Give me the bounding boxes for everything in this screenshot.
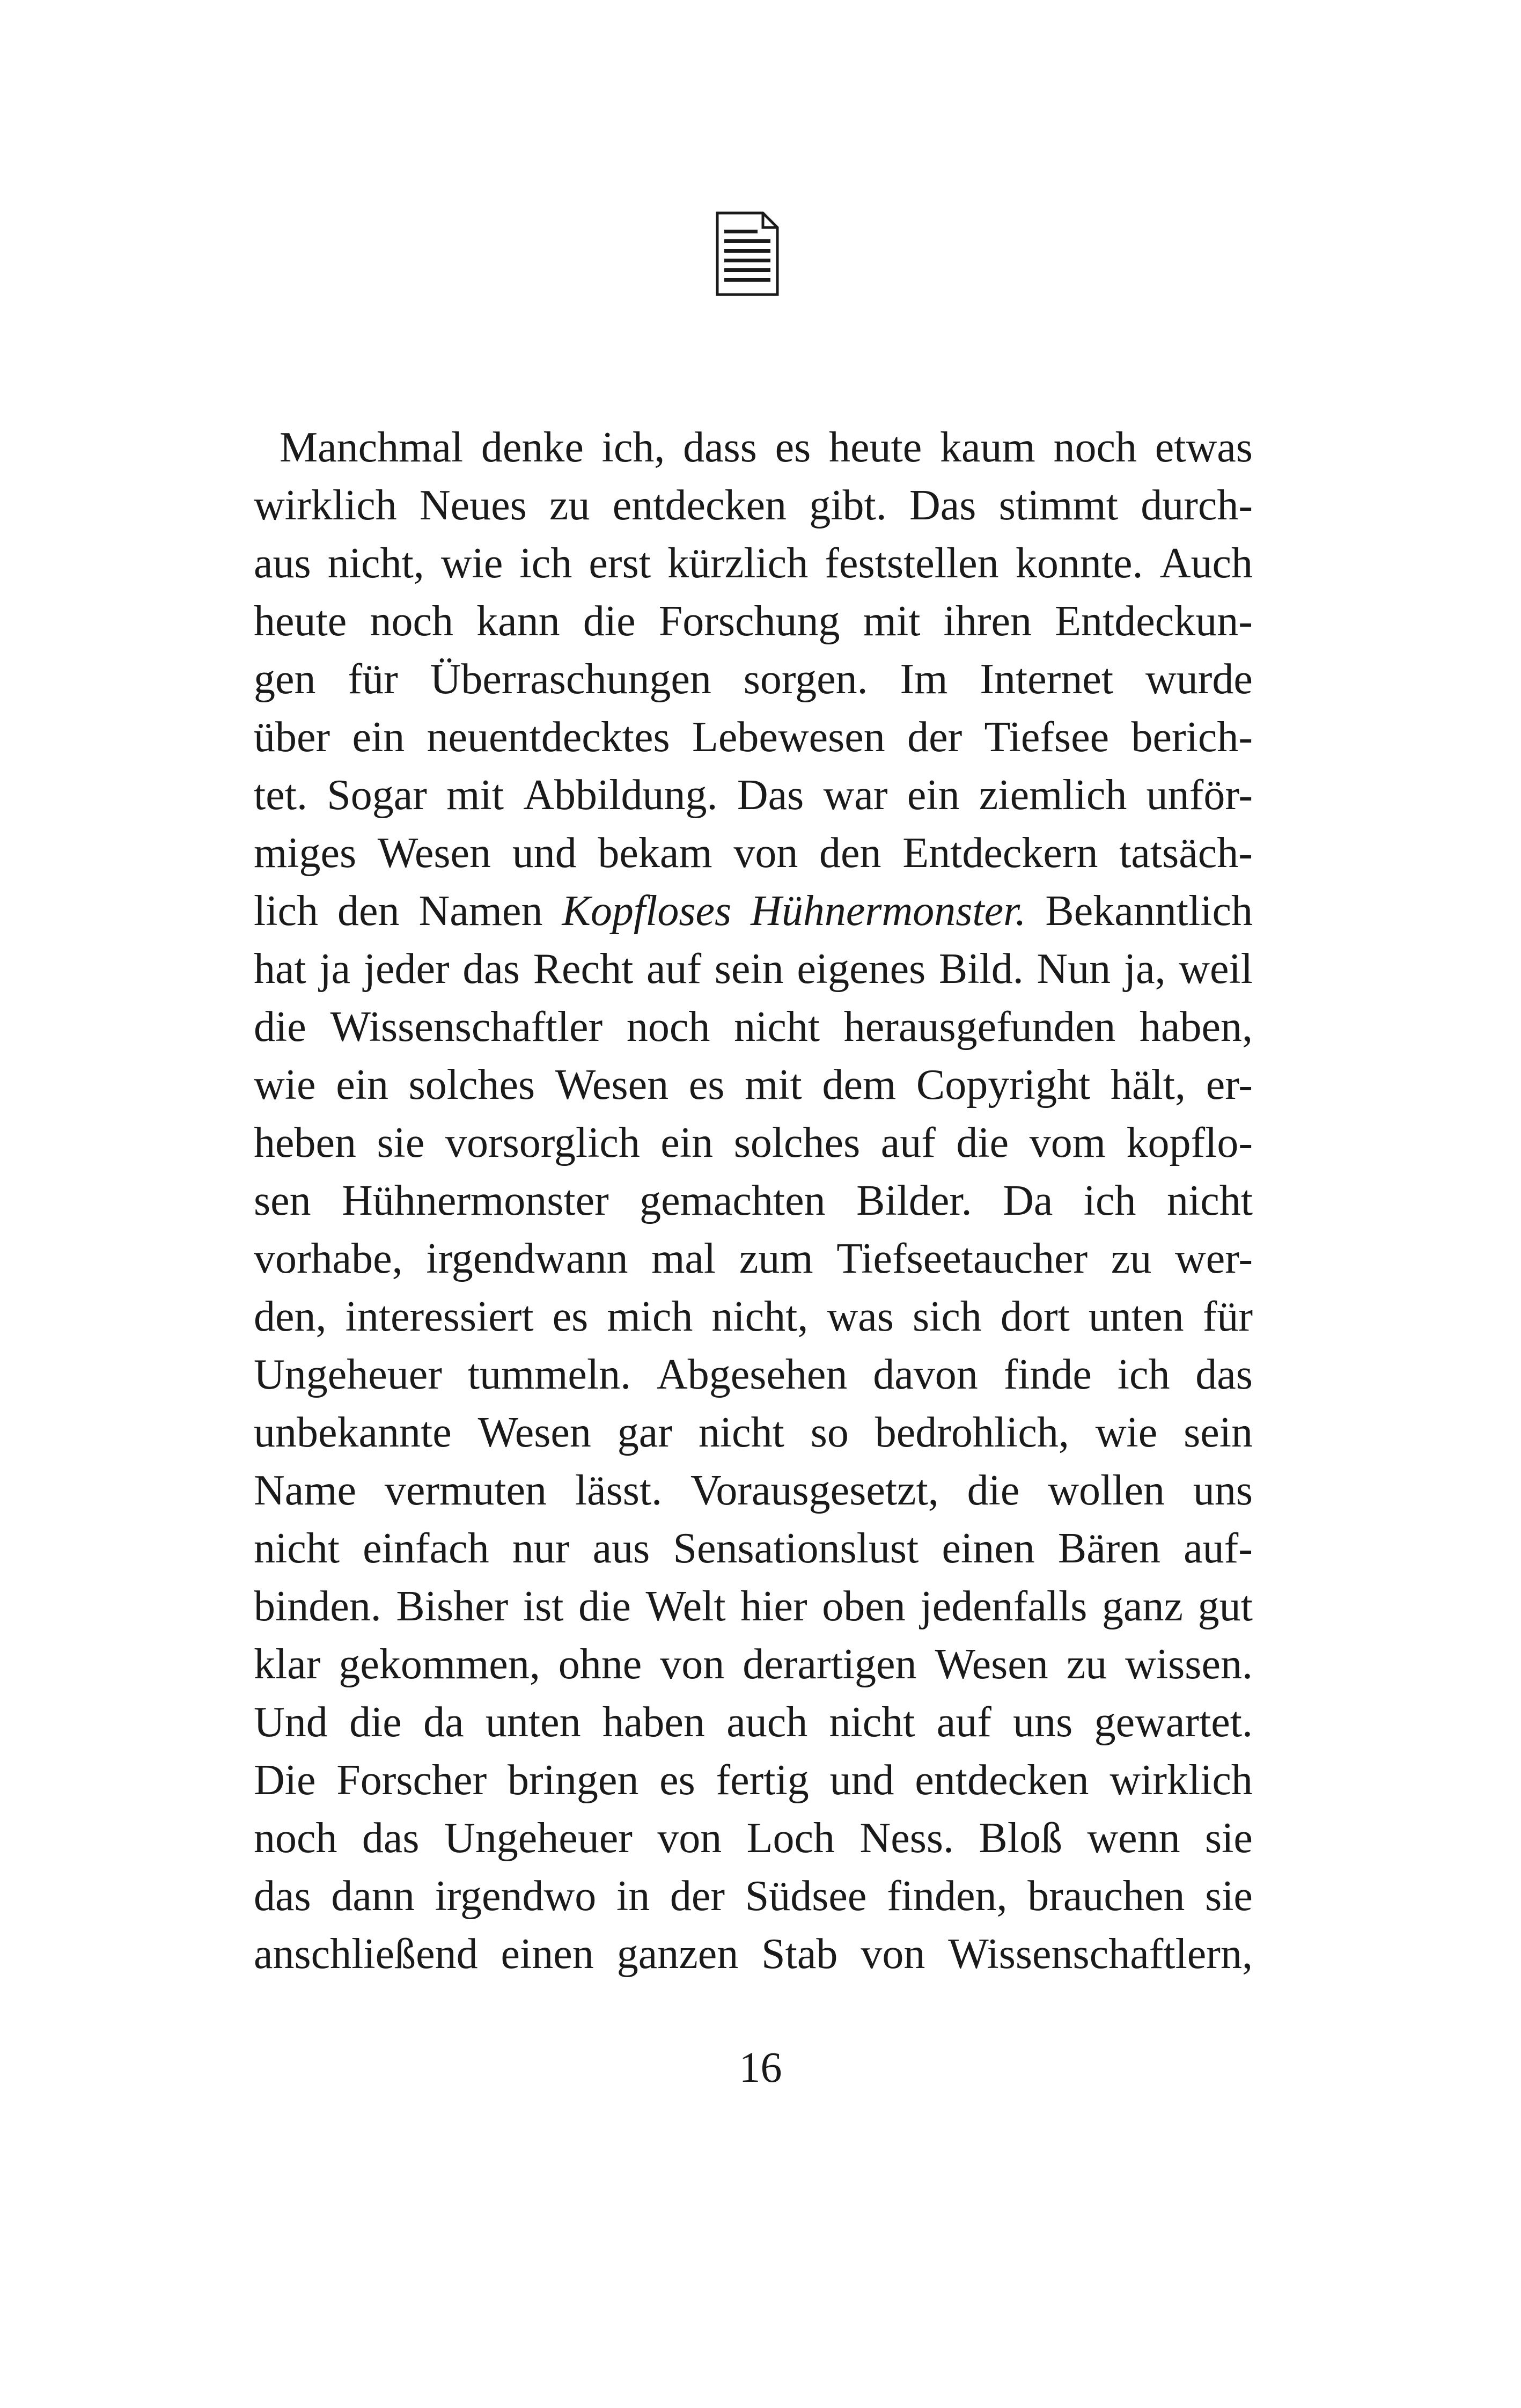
word: Sogar bbox=[327, 772, 427, 819]
word: mit bbox=[745, 1061, 802, 1108]
word: sen bbox=[254, 1177, 311, 1224]
word: Lebewesen bbox=[692, 714, 885, 761]
word: gewartet. bbox=[1094, 1699, 1253, 1746]
word: feststellen bbox=[825, 540, 999, 587]
word: kopflo- bbox=[1126, 1119, 1253, 1166]
word: für bbox=[1202, 1293, 1253, 1340]
text-line bbox=[254, 708, 1253, 766]
word: ist bbox=[523, 1583, 564, 1630]
word: wollen bbox=[1048, 1467, 1165, 1514]
word: irgendwann bbox=[426, 1235, 628, 1282]
text-line bbox=[254, 1577, 1253, 1635]
word: den bbox=[337, 887, 400, 935]
word: kürzlich bbox=[667, 540, 809, 587]
word: die bbox=[956, 1119, 1009, 1166]
word: jeder bbox=[363, 945, 450, 993]
word: lich bbox=[254, 887, 318, 935]
text-line bbox=[254, 476, 1253, 534]
word: weil bbox=[1179, 945, 1253, 993]
word: aus bbox=[254, 540, 311, 587]
word: Loch bbox=[746, 1815, 835, 1862]
word: Südsee bbox=[745, 1873, 867, 1920]
word: Hühnermonster. bbox=[751, 887, 1026, 935]
word: noch bbox=[626, 1003, 710, 1051]
word: Kopfloses bbox=[562, 887, 732, 935]
word: berich- bbox=[1131, 714, 1253, 761]
word: unten bbox=[1088, 1293, 1184, 1340]
word: die bbox=[583, 598, 636, 645]
word: heben bbox=[254, 1119, 357, 1166]
word: durch- bbox=[1141, 482, 1253, 529]
word: auf bbox=[646, 945, 702, 993]
text-line bbox=[254, 1693, 1253, 1751]
text-line bbox=[254, 534, 1253, 592]
word: wer- bbox=[1175, 1235, 1253, 1282]
word: nicht, bbox=[711, 1293, 809, 1340]
word: in bbox=[616, 1873, 650, 1920]
word: den bbox=[819, 829, 881, 877]
word: ich bbox=[1117, 1351, 1170, 1398]
word: sein bbox=[714, 945, 784, 993]
word: bedrohlich, bbox=[875, 1409, 1069, 1456]
word: Die bbox=[254, 1757, 316, 1804]
word: auf bbox=[936, 1699, 991, 1746]
word: Das bbox=[737, 772, 804, 819]
word: Recht bbox=[533, 945, 634, 993]
text-line bbox=[254, 1751, 1253, 1809]
word: auch bbox=[726, 1699, 808, 1746]
word: ich bbox=[1083, 1177, 1136, 1224]
word: noch bbox=[1053, 424, 1137, 471]
word: Sensationslust bbox=[673, 1525, 919, 1572]
word: das bbox=[254, 1873, 311, 1920]
word: bringen bbox=[507, 1757, 639, 1804]
word: ein bbox=[352, 714, 405, 761]
word: von bbox=[733, 829, 798, 877]
word: lässt. bbox=[575, 1467, 663, 1514]
word: vom bbox=[1029, 1119, 1106, 1166]
word: vorsorglich bbox=[445, 1119, 640, 1166]
body-text bbox=[254, 419, 1253, 1983]
word: wurde bbox=[1145, 656, 1253, 703]
word: Bisher bbox=[396, 1583, 509, 1630]
word: aus bbox=[592, 1525, 650, 1572]
word: ganz bbox=[1102, 1583, 1184, 1630]
word: Welt bbox=[645, 1583, 726, 1630]
word: unbekannte bbox=[254, 1409, 452, 1456]
word: er- bbox=[1206, 1061, 1253, 1108]
word: uns bbox=[1013, 1699, 1073, 1746]
word: solches bbox=[408, 1061, 535, 1108]
word: der bbox=[670, 1873, 725, 1920]
text-line bbox=[254, 1114, 1253, 1172]
word: Nun bbox=[1037, 945, 1111, 993]
word: Ungeheuer bbox=[444, 1815, 633, 1862]
word: von bbox=[657, 1815, 722, 1862]
word: die bbox=[967, 1467, 1020, 1514]
text-line bbox=[254, 766, 1253, 824]
text-line bbox=[254, 824, 1253, 882]
word: kann bbox=[476, 598, 560, 645]
word: die bbox=[349, 1699, 402, 1746]
word: noch bbox=[254, 1815, 337, 1862]
word: wirklich bbox=[254, 482, 397, 529]
word: sie bbox=[377, 1119, 425, 1166]
text-line bbox=[254, 650, 1253, 708]
word: die bbox=[254, 1003, 306, 1051]
word: wirklich bbox=[1109, 1757, 1253, 1804]
word: was bbox=[827, 1293, 894, 1340]
word: nicht bbox=[829, 1699, 915, 1746]
word: Da bbox=[1003, 1177, 1053, 1224]
word: noch bbox=[370, 598, 453, 645]
word: ja bbox=[319, 945, 351, 993]
word: unten bbox=[485, 1699, 581, 1746]
word: hält, bbox=[1111, 1061, 1186, 1108]
text-line bbox=[254, 419, 1253, 476]
text-line bbox=[254, 1056, 1253, 1114]
word: ganzen bbox=[616, 1930, 739, 1978]
word: Bild. bbox=[938, 945, 1024, 993]
word: Vorausgesetzt, bbox=[690, 1467, 939, 1514]
text-line bbox=[254, 1172, 1253, 1230]
text-line bbox=[254, 1925, 1253, 1983]
word: derartigen bbox=[743, 1641, 917, 1688]
word: Ness. bbox=[859, 1815, 954, 1862]
word: zu bbox=[549, 482, 590, 529]
word: Stab bbox=[761, 1930, 838, 1978]
word: ihren bbox=[943, 598, 1032, 645]
word: Bilder. bbox=[856, 1177, 972, 1224]
word: oben bbox=[822, 1583, 906, 1630]
word: nur bbox=[512, 1525, 570, 1572]
word: ein bbox=[907, 772, 960, 819]
word: war bbox=[823, 772, 888, 819]
word: sie bbox=[1205, 1873, 1253, 1920]
text-line bbox=[254, 998, 1253, 1056]
word: anschließend bbox=[254, 1930, 478, 1978]
word: sich bbox=[912, 1293, 982, 1340]
word: auf- bbox=[1184, 1525, 1253, 1572]
word: nicht bbox=[254, 1525, 340, 1572]
word: gekommen, bbox=[339, 1641, 540, 1688]
word: entdecken bbox=[915, 1757, 1089, 1804]
word: dann bbox=[331, 1873, 415, 1920]
word: tummeln. bbox=[467, 1351, 631, 1398]
word: dort bbox=[1000, 1293, 1070, 1340]
word: Namen bbox=[418, 887, 543, 935]
word: es bbox=[552, 1293, 589, 1340]
word: wie bbox=[1095, 1409, 1158, 1456]
text-line bbox=[254, 1462, 1253, 1519]
word: vermuten bbox=[384, 1467, 547, 1514]
text-line bbox=[254, 1346, 1253, 1404]
word: solches bbox=[733, 1119, 861, 1166]
word: auf bbox=[880, 1119, 936, 1166]
word: haben, bbox=[1139, 1003, 1253, 1051]
word: über bbox=[254, 714, 330, 761]
text-line bbox=[254, 1867, 1253, 1925]
word: Und bbox=[254, 1699, 328, 1746]
word: von bbox=[861, 1930, 925, 1978]
word: gen bbox=[254, 656, 316, 703]
word: sein bbox=[1184, 1409, 1253, 1456]
document-icon bbox=[716, 211, 779, 296]
word: so bbox=[810, 1409, 849, 1456]
word: und bbox=[829, 1757, 894, 1804]
word: Bloß bbox=[979, 1815, 1062, 1862]
word: interessiert bbox=[345, 1293, 534, 1340]
word: miges bbox=[254, 829, 357, 877]
word: zum bbox=[739, 1235, 813, 1282]
text-line bbox=[254, 1635, 1253, 1693]
word: kaum bbox=[940, 424, 1035, 471]
word: mal bbox=[651, 1235, 716, 1282]
word: hat bbox=[254, 945, 306, 993]
word: ich bbox=[519, 540, 572, 587]
word: den, bbox=[254, 1293, 327, 1340]
word: jedenfalls bbox=[920, 1583, 1088, 1630]
word: Abbildung. bbox=[523, 772, 718, 819]
word: Abgesehen bbox=[656, 1351, 848, 1398]
word: mit bbox=[446, 772, 504, 819]
word: erst bbox=[589, 540, 651, 587]
word: Copyright bbox=[916, 1061, 1091, 1108]
word: dem bbox=[822, 1061, 897, 1108]
word: Entdeckern bbox=[902, 829, 1098, 877]
text-line bbox=[254, 1519, 1253, 1577]
word: davon bbox=[873, 1351, 978, 1398]
word: Hühnermonster bbox=[342, 1177, 609, 1224]
word: wie bbox=[254, 1061, 316, 1108]
word: von bbox=[660, 1641, 725, 1688]
word: nicht bbox=[698, 1409, 784, 1456]
word: fertig bbox=[716, 1757, 809, 1804]
word: nicht bbox=[1166, 1177, 1253, 1224]
word: gut bbox=[1197, 1583, 1253, 1630]
word: Forschung bbox=[658, 598, 840, 645]
word: heute bbox=[829, 424, 922, 471]
word: Wesen bbox=[377, 829, 491, 877]
word: tet. bbox=[254, 772, 307, 819]
word: Wesen bbox=[555, 1061, 669, 1108]
word: uns bbox=[1193, 1467, 1253, 1514]
word: da bbox=[423, 1699, 464, 1746]
word: Ungeheuer bbox=[254, 1351, 442, 1398]
word: finden, bbox=[887, 1873, 1008, 1920]
word: sie bbox=[1205, 1815, 1253, 1862]
word: der bbox=[907, 714, 962, 761]
word: eigenes bbox=[797, 945, 926, 993]
word: Entdeckun- bbox=[1055, 598, 1253, 645]
word: das bbox=[1195, 1351, 1253, 1398]
word: Internet bbox=[980, 656, 1114, 703]
word: Überraschungen bbox=[430, 656, 711, 703]
page-number: 16 bbox=[739, 2044, 782, 2091]
word: nicht, bbox=[327, 540, 424, 587]
word: einfach bbox=[363, 1525, 489, 1572]
word: ohne bbox=[558, 1641, 642, 1688]
word: klar bbox=[254, 1641, 321, 1688]
word: Tiefseetaucher bbox=[836, 1235, 1088, 1282]
word: etwas bbox=[1155, 424, 1253, 471]
word: es bbox=[659, 1757, 695, 1804]
word: haben bbox=[602, 1699, 705, 1746]
text-line bbox=[254, 1230, 1253, 1288]
word: ein bbox=[336, 1061, 388, 1108]
word: Im bbox=[900, 656, 948, 703]
word: wissen. bbox=[1125, 1641, 1253, 1688]
text-line bbox=[254, 592, 1253, 650]
word: gibt. bbox=[809, 482, 887, 529]
word: es bbox=[775, 424, 811, 471]
word: nicht bbox=[734, 1003, 820, 1051]
word: zu bbox=[1066, 1641, 1107, 1688]
word: konnte. bbox=[1015, 540, 1143, 587]
word: zu bbox=[1111, 1235, 1152, 1282]
text-line bbox=[254, 1288, 1253, 1346]
word: Wesen bbox=[477, 1409, 591, 1456]
word: mich bbox=[607, 1293, 693, 1340]
word: mit bbox=[863, 598, 921, 645]
word: heute bbox=[254, 598, 347, 645]
word: Name bbox=[254, 1467, 357, 1514]
text-line bbox=[254, 1809, 1253, 1867]
word: unför- bbox=[1146, 772, 1253, 819]
word: hier bbox=[740, 1583, 807, 1630]
word: Wissenschaftler bbox=[330, 1003, 603, 1051]
word: Manchmal bbox=[280, 424, 464, 471]
text-line bbox=[254, 882, 1253, 940]
word: Auch bbox=[1159, 540, 1253, 587]
word: einen bbox=[942, 1525, 1035, 1572]
word: Wissenschaftlern, bbox=[948, 1930, 1253, 1978]
word: ja, bbox=[1123, 945, 1166, 993]
word: wenn bbox=[1087, 1815, 1180, 1862]
word: einen bbox=[501, 1930, 594, 1978]
word: dass bbox=[683, 424, 757, 471]
word: Neues bbox=[419, 482, 527, 529]
word: bekam bbox=[598, 829, 712, 877]
word: für bbox=[348, 656, 398, 703]
word: das bbox=[362, 1815, 420, 1862]
word: es bbox=[688, 1061, 725, 1108]
word: und bbox=[512, 829, 577, 877]
word: entdecken bbox=[612, 482, 787, 529]
word: finde bbox=[1003, 1351, 1092, 1398]
word: ziemlich bbox=[979, 772, 1127, 819]
word: tatsäch- bbox=[1119, 829, 1253, 877]
word: Wesen bbox=[935, 1641, 1048, 1688]
word: herausgefunden bbox=[843, 1003, 1116, 1051]
word: irgendwo bbox=[435, 1873, 597, 1920]
word: Forscher bbox=[336, 1757, 487, 1804]
word: gar bbox=[617, 1409, 672, 1456]
text-line bbox=[254, 940, 1253, 998]
word: stimmt bbox=[998, 482, 1118, 529]
word: Bären bbox=[1057, 1525, 1160, 1572]
word: gemachten bbox=[640, 1177, 826, 1224]
word: Das bbox=[909, 482, 976, 529]
word: wie bbox=[440, 540, 503, 587]
word: ein bbox=[660, 1119, 714, 1166]
word: sorgen. bbox=[743, 656, 868, 703]
word: die bbox=[578, 1583, 631, 1630]
word: das bbox=[462, 945, 520, 993]
word: binden. bbox=[254, 1583, 381, 1630]
word: ich, bbox=[601, 424, 665, 471]
word: Tiefsee bbox=[984, 714, 1109, 761]
word: denke bbox=[481, 424, 584, 471]
word: vorhabe, bbox=[254, 1235, 403, 1282]
word: neuentdecktes bbox=[427, 714, 670, 761]
word: brauchen bbox=[1027, 1873, 1185, 1920]
word: Bekanntlich bbox=[1045, 887, 1253, 935]
text-line bbox=[254, 1404, 1253, 1462]
